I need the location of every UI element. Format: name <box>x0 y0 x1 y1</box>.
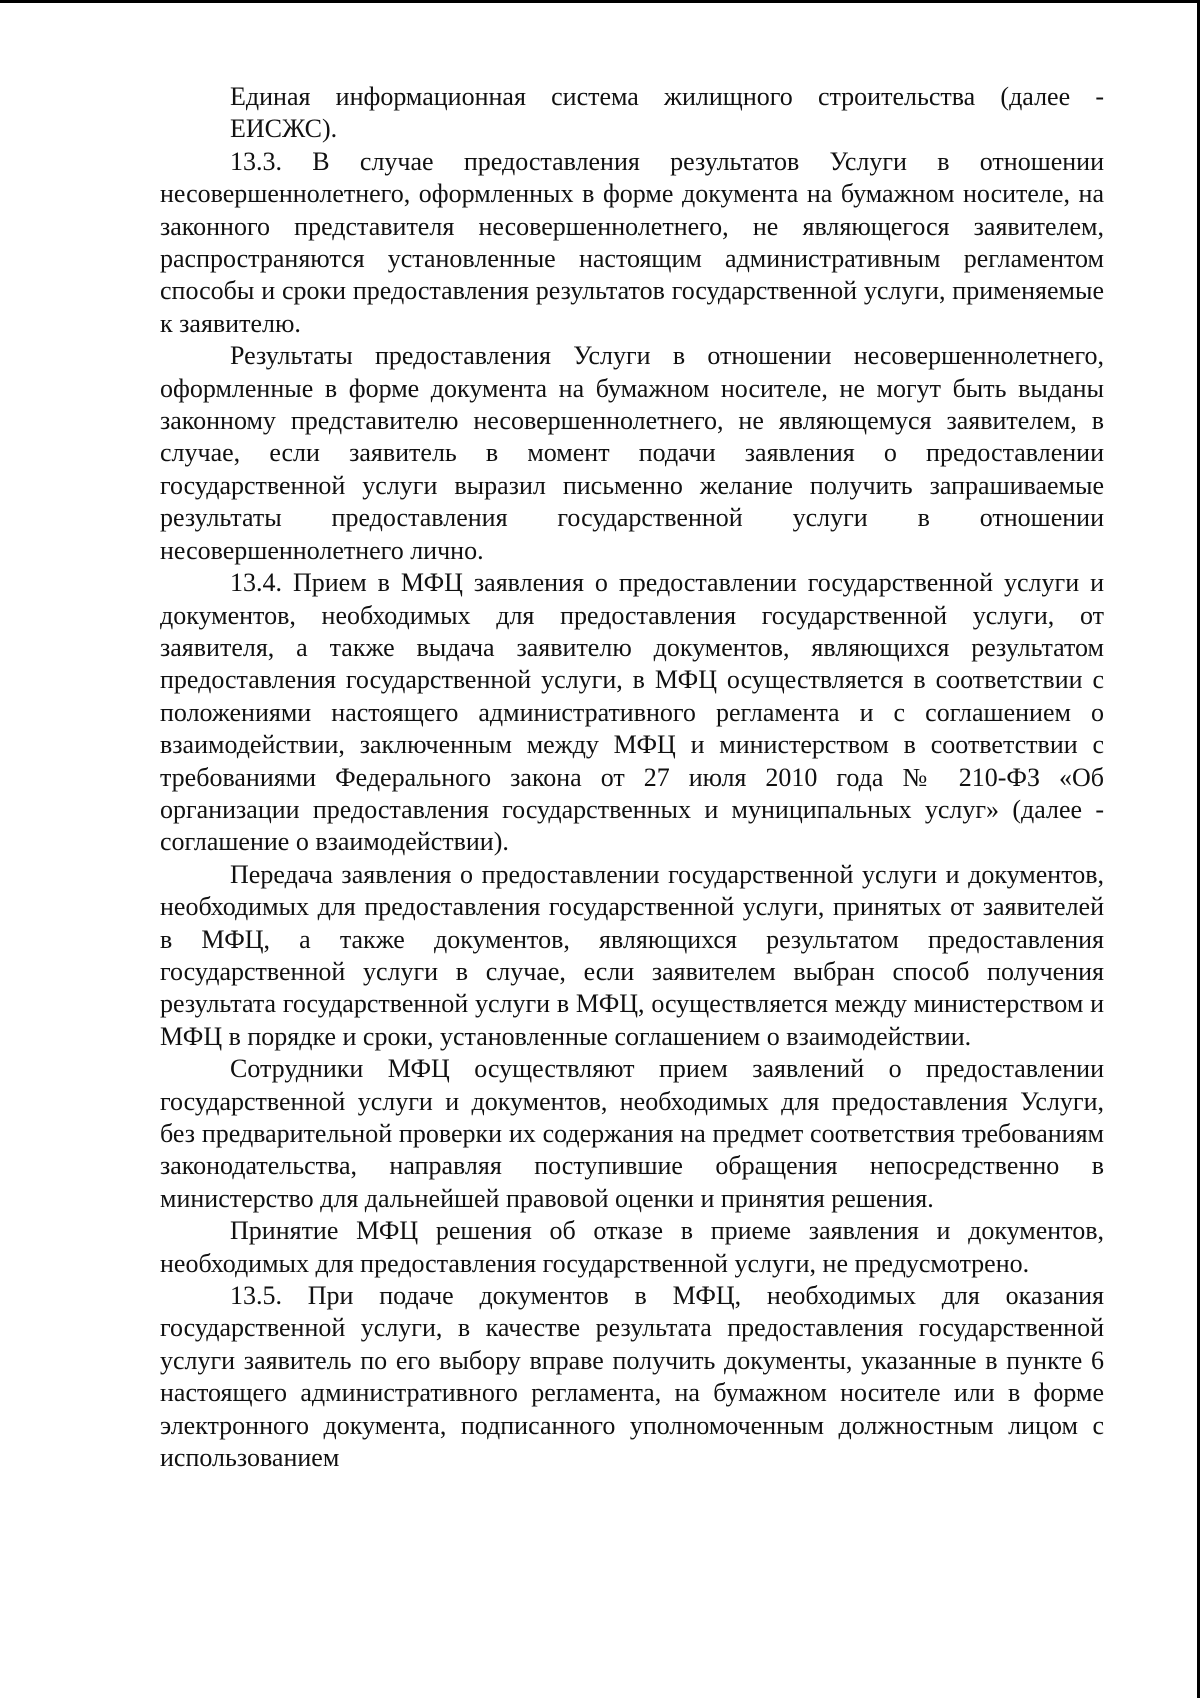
paragraph-no-refusal: Принятие МФЦ решения об отказе в приеме заявления и документов, необходимых для предоставления государственной услуги, не предусмотрено. <box>160 1216 1104 1278</box>
paragraph-13-5: 13.5. При подаче документов в МФЦ, необходимых для оказания государственной услуги, в качестве результата предоставления государственной услуги заявитель по его выбору вправе получить документы, указанные в пункте 6 настоящего административного регламента, на бумажном носителе или в форме электронного документа, подписанного уполномоченным должностным лицом с использованием <box>160 1281 1104 1473</box>
paragraph-eisjs-continuation: Единая информационная система жилищного строительства (далее - ЕИСЖС). <box>230 82 1104 144</box>
paragraph-13-3: 13.3. В случае предоставления результатов Услуги в отношении несовершеннолетнего, оформленных в форме документа на бумажном носителе, на законного представителя несовершеннолетнего, не являющегося заявителем, распространяются установленные настоящим административным регламентом способы и сроки предоставления результатов государственной услуги, применяемые к заявителю. <box>160 146 1104 338</box>
paragraph-mfc-staff: Сотрудники МФЦ осуществляют прием заявлений о предоставлении государственной услуги и документов, необходимых для предоставления Услуги, без предварительной проверки их содержания на предмет соответствия требованиям законодательства, направляя поступившие обращения непосредственно в министерство для дальнейшей правовой оценки и принятия решения. <box>160 1054 1104 1213</box>
paragraph-13-4: 13.4. Прием в МФЦ заявления о предоставлении государственной услуги и документов, необходимых для предоставления государственной услуги, от заявителя, а также выдача заявителю документов, являющихся результатом предоставления государственной услуги, в МФЦ осуществляется в соответствии с положениями настоящего административного регламента и с соглашением о взаимодействии, заключенным между МФЦ и министерством в соответствии с требованиями Федерального закона от 27 июля 2010 года № 210-ФЗ «Об организации предоставления государственных и муниципальных услуг» (далее - соглашение о взаимодействии). <box>160 568 1104 857</box>
paragraph-minor-results: Результаты предоставления Услуги в отношении несовершеннолетнего, оформленные в форме документа на бумажном носителе, не могут быть выданы законному представителю несовершеннолетнего, не являющемуся заявителем, в случае, если заявитель в момент подачи заявления о предоставлении государственной услуги выразил письменно желание получить запрашиваемые результаты предоставления государственной услуги в отношении несовершеннолетнего лично. <box>160 341 1104 565</box>
paragraph-transfer: Передача заявления о предоставлении государственной услуги и документов, необходимых для предоставления государственной услуги, принятых от заявителей в МФЦ, а также документов, являющихся результатом предоставления государственной услуги в случае, если заявителем выбран способ получения результата государственной услуги в МФЦ, осуществляется между министерством и МФЦ в порядке и сроки, установленные соглашением о взаимодействии. <box>160 859 1104 1051</box>
document-body <box>160 81 1104 1474</box>
